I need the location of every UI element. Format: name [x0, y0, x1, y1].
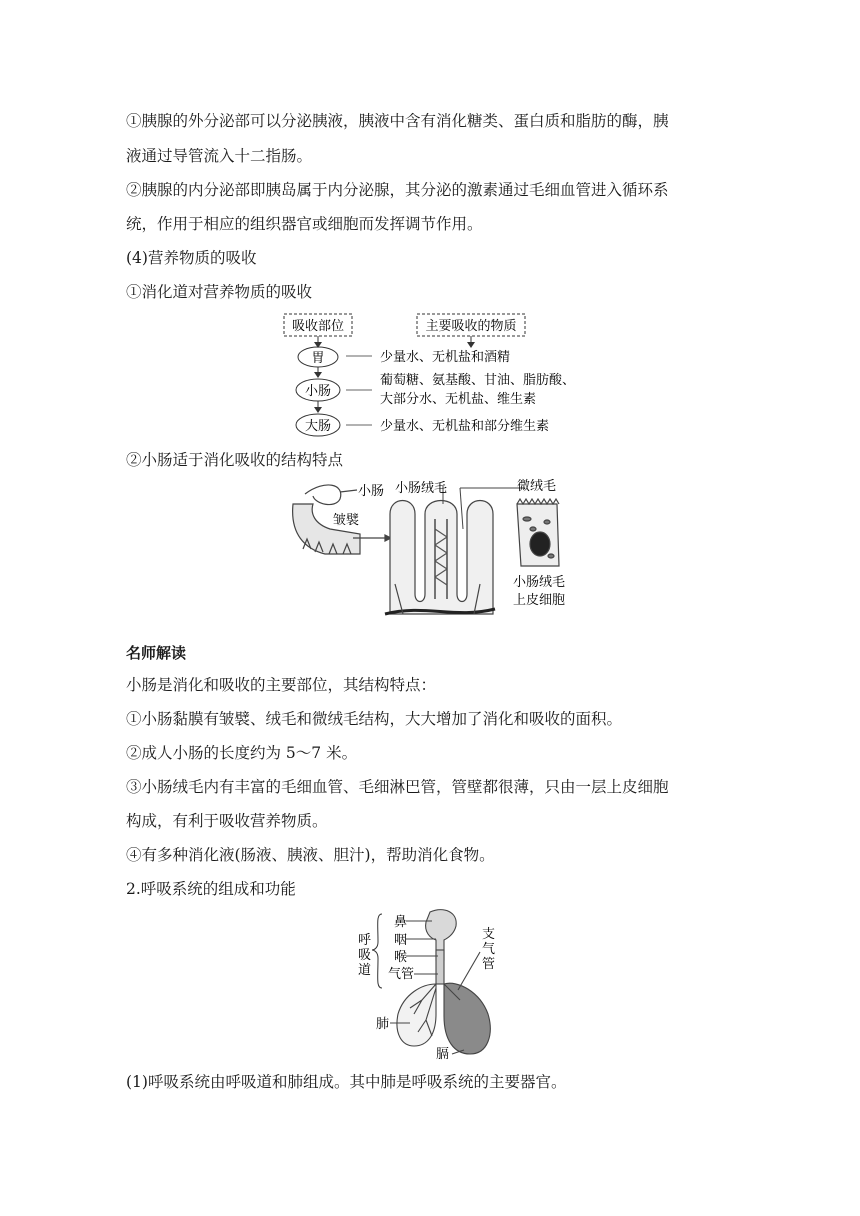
subsection-heading: ①消化道对营养物质的吸收 — [126, 283, 313, 301]
small-intestine-figure — [285, 474, 585, 630]
label-nose: 鼻 — [394, 915, 408, 930]
label-diaphragm: 膈 — [436, 1047, 450, 1062]
label-bronchus-3: 管 — [482, 957, 496, 972]
paragraph-line: ②胰腺的内分泌部即胰岛属于内分泌腺，其分泌的激素通过毛细血管进入循环系 — [126, 181, 669, 199]
label-lung: 肺 — [376, 1017, 390, 1032]
subsection-heading: ②小肠适于消化吸收的结构特点 — [126, 451, 344, 469]
substance-small-intestine-2: 大部分水、无机盐、维生素 — [380, 392, 537, 407]
label-tract-1: 呼 — [358, 933, 372, 948]
label-cell-line1: 小肠绒毛 — [513, 575, 566, 590]
site-small-intestine: 小肠 — [304, 384, 332, 399]
label-small-intestine: 小肠 — [358, 484, 385, 499]
paragraph-line: (1)呼吸系统由呼吸道和肺组成。其中肺是呼吸系统的主要器官。 — [126, 1073, 567, 1091]
teacher-commentary-heading: 名师解读 — [126, 644, 187, 662]
substance-stomach: 少量水、无机盐和酒精 — [380, 350, 511, 365]
respiratory-system-figure — [352, 904, 508, 1064]
paragraph-line: 构成，有利于吸收营养物质。 — [126, 812, 328, 830]
tract-brace — [372, 914, 382, 988]
paragraph-line: 小肠是消化和吸收的主要部位，其结构特点： — [126, 676, 437, 694]
site-stomach: 胃 — [311, 351, 325, 366]
section-heading: 2.呼吸系统的组成和功能 — [126, 880, 296, 898]
paragraph-line: 液通过导管流入十二指肠。 — [126, 147, 313, 165]
label-microvillus: 微绒毛 — [517, 479, 557, 494]
paragraph-line: 统，作用于相应的组织器官或细胞而发挥调节作用。 — [126, 215, 483, 233]
label-villus: 小肠绒毛 — [395, 481, 448, 496]
substance-large-intestine: 少量水、无机盐和部分维生素 — [380, 419, 550, 434]
label-bronchus-1: 支 — [482, 927, 496, 942]
label-fold: 皱襞 — [333, 513, 360, 528]
label-tract-3: 道 — [358, 963, 372, 978]
label-trachea: 气管 — [388, 967, 415, 982]
label-pharynx: 咽 — [394, 933, 408, 948]
label-cell-line2: 上皮细胞 — [513, 593, 566, 608]
col1-header: 吸收部位 — [291, 319, 345, 334]
absorption-diagram — [280, 312, 600, 440]
paragraph-line: ①小肠黏膜有皱襞、绒毛和微绒毛结构，大大增加了消化和吸收的面积。 — [126, 710, 623, 728]
substance-small-intestine-1: 葡萄糖、氨基酸、甘油、脂肪酸、 — [380, 373, 576, 388]
paragraph-line: ②成人小肠的长度约为 5～7 米。 — [126, 744, 358, 762]
paragraph-line: ③小肠绒毛内有丰富的毛细血管、毛细淋巴管，管壁都很薄，只由一层上皮细胞 — [126, 778, 669, 796]
label-tract-2: 吸 — [358, 948, 372, 963]
label-larynx: 喉 — [394, 950, 408, 965]
paragraph-line: ①胰腺的外分泌部可以分泌胰液，胰液中含有消化糖类、蛋白质和脂肪的酶，胰 — [126, 112, 669, 130]
villus-illustration — [385, 501, 495, 615]
label-bronchus-2: 气 — [482, 942, 496, 957]
col2-header: 主要吸收的物质 — [425, 319, 517, 334]
site-large-intestine: 大肠 — [304, 419, 332, 434]
section-heading: (4)营养物质的吸收 — [126, 249, 257, 267]
paragraph-line: ④有多种消化液(肠液、胰液、胆汁)，帮助消化食物。 — [126, 846, 495, 864]
epithelial-cell-illustration — [517, 499, 559, 566]
